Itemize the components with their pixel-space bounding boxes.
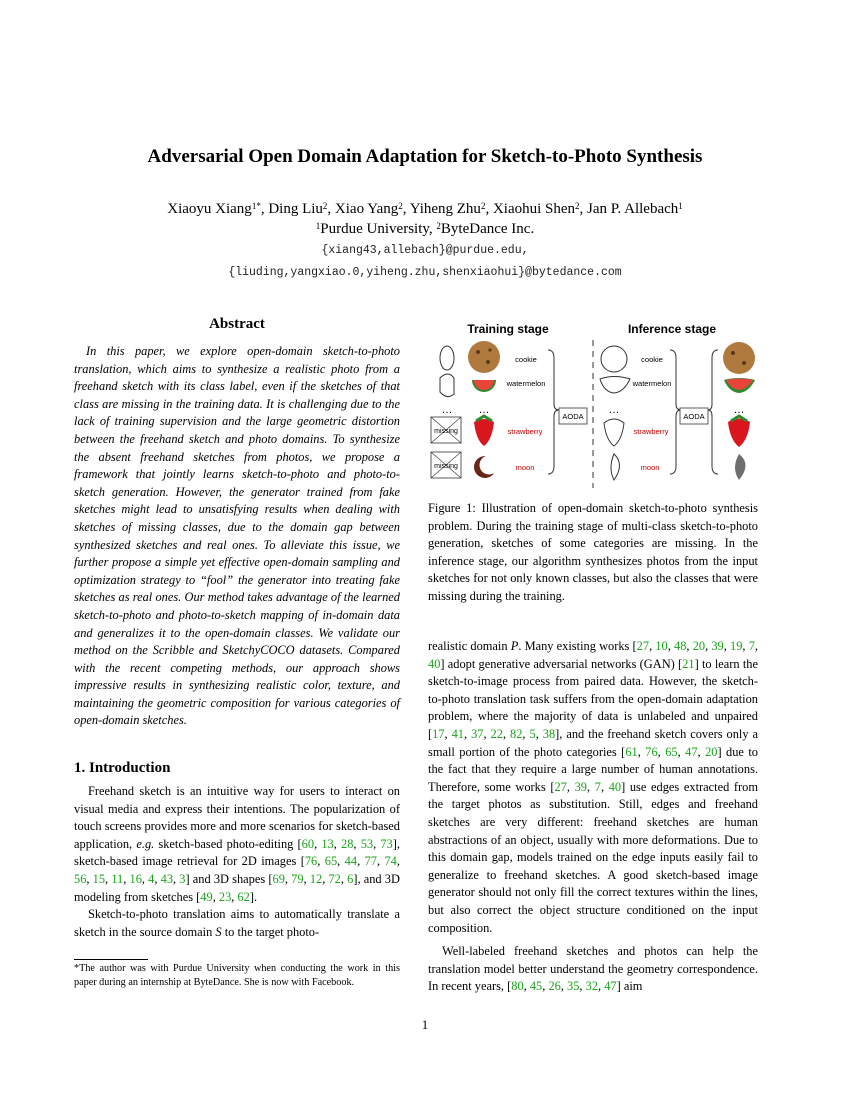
citation-link[interactable]: 28	[341, 836, 354, 851]
citation-link[interactable]: 3	[179, 872, 186, 887]
email-line-2: {liuding,yangxiao.0,yiheng.zhu,shenxiaohui}@bytedance.com	[228, 266, 622, 279]
citation-link[interactable]: 44	[344, 854, 358, 869]
intro-paragraph-2: Sketch-to-photo translation aims to automatically translate a sketch in the source domain S to the target photo-	[74, 907, 400, 939]
citation-link[interactable]: 77	[364, 854, 377, 869]
cookie-sketch-icon	[440, 346, 454, 370]
introduction-heading: 1. Introduction	[74, 760, 171, 777]
citation-link[interactable]: 19	[730, 639, 743, 653]
inference-label-cookie: cookie	[641, 355, 663, 364]
inference-label-moon: moon	[640, 463, 660, 472]
inference-bracket-right	[708, 350, 718, 474]
aoda-label-inference: AODA	[683, 412, 705, 421]
cookie-output-photo-icon	[723, 342, 755, 374]
citation-link[interactable]: 62	[237, 889, 250, 904]
cookie-output-chip-1	[731, 351, 735, 355]
citation-link[interactable]: 80	[511, 979, 524, 994]
citation-link[interactable]: 16	[129, 872, 142, 887]
citation-link[interactable]: 76	[645, 744, 658, 759]
citation-link[interactable]: 40	[608, 779, 622, 794]
strawberry-input-sketch-icon	[604, 419, 624, 446]
citation-link[interactable]: 73	[380, 836, 393, 851]
citation-link[interactable]: 79	[291, 872, 304, 887]
citation-link[interactable]: 53	[360, 836, 374, 851]
citation-link[interactable]: 40	[428, 656, 441, 671]
left-column	[74, 316, 400, 941]
citation-link[interactable]: 7	[594, 779, 601, 794]
right-column-text	[428, 638, 758, 996]
strawberry-output-photo-icon	[728, 419, 750, 448]
training-label-watermelon: watermelon	[506, 379, 546, 388]
citation-link[interactable]: 45	[529, 979, 543, 994]
cookie-input-sketch-icon	[601, 346, 627, 372]
right-paragraph-2: Well-labeled freehand sketches and photos can help the translation model better understand the geometry correspondence. In recent years, [80, 45, 26, 35, 32, 47] aim	[428, 944, 758, 994]
ellipsis-inference: …	[608, 404, 620, 416]
ellipsis-left: …	[441, 404, 453, 416]
citation-link[interactable]: 39	[711, 639, 724, 653]
abstract-heading: Abstract	[209, 316, 265, 332]
citation-link[interactable]: 43	[160, 872, 174, 887]
citation-link[interactable]: 21	[682, 656, 695, 671]
training-bracket	[548, 350, 559, 474]
cookie-photo-icon	[468, 341, 500, 373]
citation-link[interactable]: 7	[748, 639, 755, 653]
citation-link[interactable]: 48	[674, 639, 687, 653]
cookie-chip-1	[476, 350, 480, 354]
citation-link[interactable]: 27	[636, 639, 650, 653]
watermelon-sketch-icon	[440, 374, 454, 397]
affiliations: $^1$Purdue University, $^2$ByteDance Inc.	[315, 221, 535, 237]
citation-link[interactable]: 26	[548, 979, 561, 994]
citation-link[interactable]: 76	[304, 854, 318, 869]
citation-link[interactable]: 65	[665, 744, 678, 759]
citation-link[interactable]: 5	[529, 726, 536, 741]
citation-link[interactable]: 32	[585, 979, 599, 994]
training-label-moon: moon	[515, 463, 535, 472]
author-list	[0, 199, 850, 239]
citation-link[interactable]: 11	[111, 872, 124, 887]
citation-link[interactable]: 41	[451, 726, 464, 741]
footnote: *The author was with Purdue University when conducting the work in this paper during an internship at ByteDance. She is now with Facebook.	[74, 963, 400, 988]
citation-link[interactable]: 13	[321, 836, 334, 851]
inference-label-watermelon: watermelon	[632, 379, 672, 388]
citation-link[interactable]: 6	[347, 872, 354, 887]
watermelon-input-sketch-icon	[600, 377, 630, 394]
author-emails	[0, 240, 850, 284]
moon-input-sketch-icon	[611, 454, 620, 480]
training-stage-label: Training stage	[467, 322, 549, 336]
paper-title: Adversarial Open Domain Adaptation for Sketch-to-Photo Synthesis	[147, 146, 703, 167]
page-number: 1	[421, 1017, 429, 1032]
citation-link[interactable]: 74	[384, 854, 397, 869]
citation-link[interactable]: 82	[510, 726, 523, 741]
missing-label-strawberry: missing	[434, 428, 458, 435]
citation-link[interactable]: 27	[554, 779, 567, 794]
inference-bracket-left	[670, 350, 681, 474]
inference-stage-label: Inference stage	[627, 322, 717, 336]
citation-link[interactable]: 60	[301, 836, 315, 851]
citation-link[interactable]: 65	[324, 854, 338, 869]
email-line-1: {xiang43,allebach}@purdue.edu,	[321, 244, 529, 257]
right-paragraph-1: realistic domain P. Many existing works [27, 10, 48, 20, 39, 19, 7, 40] adopt generative adversarial networks (GAN) [21] to learn the sketch-to-image process from paired data. However, the sketch-to-photo translation task suffers from the open-domain adaptation problem, where the majority of data is unlabeled and unpaired [17, 41, 37, 22, 82, 5, 38], and the freehand sketch covers only a small portion of the photo categories [61, 76, 65, 47, 20] due to the fact that they require a large number of human annotations. Therefore, some works [27, 39, 7, 40] use edges extracted from the target photos as substitution. Still, edges and freehand sketches are very different: freehand sketches are human abstractions of an object, usually with more deformations. Due to this domain gap, models trained on the edge inputs easily fail to generalize to freehand sketches. A good sketch-based image generator should not only fill the correct textures within the lines, but also correct the object structure conditioned on the input composition.	[428, 639, 759, 935]
moon-output-photo-icon	[735, 454, 746, 480]
citation-link[interactable]: 47	[604, 979, 617, 994]
figure-1-illustration	[428, 316, 758, 492]
citation-link[interactable]: 4	[148, 872, 155, 887]
citation-link[interactable]: 72	[328, 872, 341, 887]
intro-paragraph-1: Freehand sketch is an intuitive way for users to interact on visual media and express their intentions. The popularization of touch screens provides more and more scenarios for sketch-based application, e.g. sketch-based photo-editing [60, 13, 28, 53, 73], sketch-based image retrieval for 2D images [76, 65, 44, 77, 74, 56, 15, 11, 16, 4, 43, 3] and 3D shapes [69, 79, 12, 72, 6], and 3D modeling from sketches [49, 23, 62].	[74, 784, 400, 904]
citation-link[interactable]: 17	[432, 726, 445, 741]
cookie-output-chip-2	[742, 361, 746, 365]
missing-label-moon: missing	[434, 463, 458, 470]
citation-link[interactable]: 61	[625, 744, 638, 759]
training-label-strawberry: strawberry	[507, 427, 543, 436]
citation-link[interactable]: 10	[655, 639, 668, 653]
citation-link[interactable]: 35	[567, 979, 580, 994]
authors-line: Xiaoyu Xiang$^{1*}$, Ding Liu$^2$, Xiao Yang$^2$, Yiheng Zhu$^2$, Xiaohui Shen$^2$, Jan P. Allebach$^1$	[167, 201, 683, 217]
citation-link[interactable]: 12	[309, 872, 323, 887]
figure-1-caption: Figure 1: Illustration of open-domain sketch-to-photo synthesis problem. During the training stage of multi-class sketch-to-photo generation, sketches of some categories are missing. In the inference stage, our algorithm synthesizes photos from the input sketches for not only known classes, but also the classes that were missing during the training.	[428, 501, 758, 603]
cookie-chip-2	[486, 360, 490, 364]
cookie-chip-3	[488, 348, 491, 351]
citation-link[interactable]: 22	[490, 726, 503, 741]
citation-link[interactable]: 56	[74, 872, 87, 887]
citation-link[interactable]: 20	[705, 744, 718, 759]
citation-link[interactable]: 49	[200, 889, 213, 904]
ellipsis-photo: …	[478, 404, 490, 416]
ellipsis-output: …	[733, 404, 745, 416]
citation-link[interactable]: 69	[272, 872, 285, 887]
citation-link[interactable]: 15	[92, 872, 106, 887]
citation-link[interactable]: 47	[685, 744, 698, 759]
inference-label-strawberry: strawberry	[633, 427, 669, 436]
citation-link[interactable]: 23	[218, 889, 232, 904]
strawberry-photo-icon	[474, 419, 494, 446]
moon-crescent-mask	[480, 456, 499, 475]
aoda-label-training: AODA	[562, 412, 584, 421]
figure-1	[428, 316, 758, 492]
citation-link[interactable]: 37	[471, 726, 484, 741]
citation-link[interactable]: 39	[574, 779, 587, 794]
abstract-text: In this paper, we explore open-domain sketch-to-photo translation, which aims to synthesize a realistic photo from a freehand sketch with its class label, even if the sketches of that class are missing in the training data. It is challenging due to the lack of training supervision and the large geometric distortion between the freehand sketch and photo domains. To synthesize the absent freehand sketches from photos, we propose a framework that jointly learns sketch-to-photo and photo-to-sketch generation. However, the generator trained from fake sketches might lead to unsatisfying results when dealing with sketches of missing classes, due to the domain gap between synthesized sketches and real ones. To alleviate this issue, we further propose a simple yet effective open-domain sampling and optimization strategy to “fool” the generator into treating fake sketches as real ones. Our method takes advantage of the learned sketch-to-photo and photo-to-sketch mapping of in-domain data and generalizes it to the open-domain classes. We validate our method on the Scribble and SketchyCOCO datasets. Compared with the recent competing methods, our approach shows impressive results in synthesizing realistic color, texture, and maintaining the geometric composition for various categories of open-domain sketches.	[74, 344, 400, 728]
citation-link[interactable]: 38	[542, 726, 556, 741]
citation-link[interactable]: 20	[692, 639, 706, 653]
training-label-cookie: cookie	[515, 355, 537, 364]
footnote-rule	[74, 959, 148, 960]
